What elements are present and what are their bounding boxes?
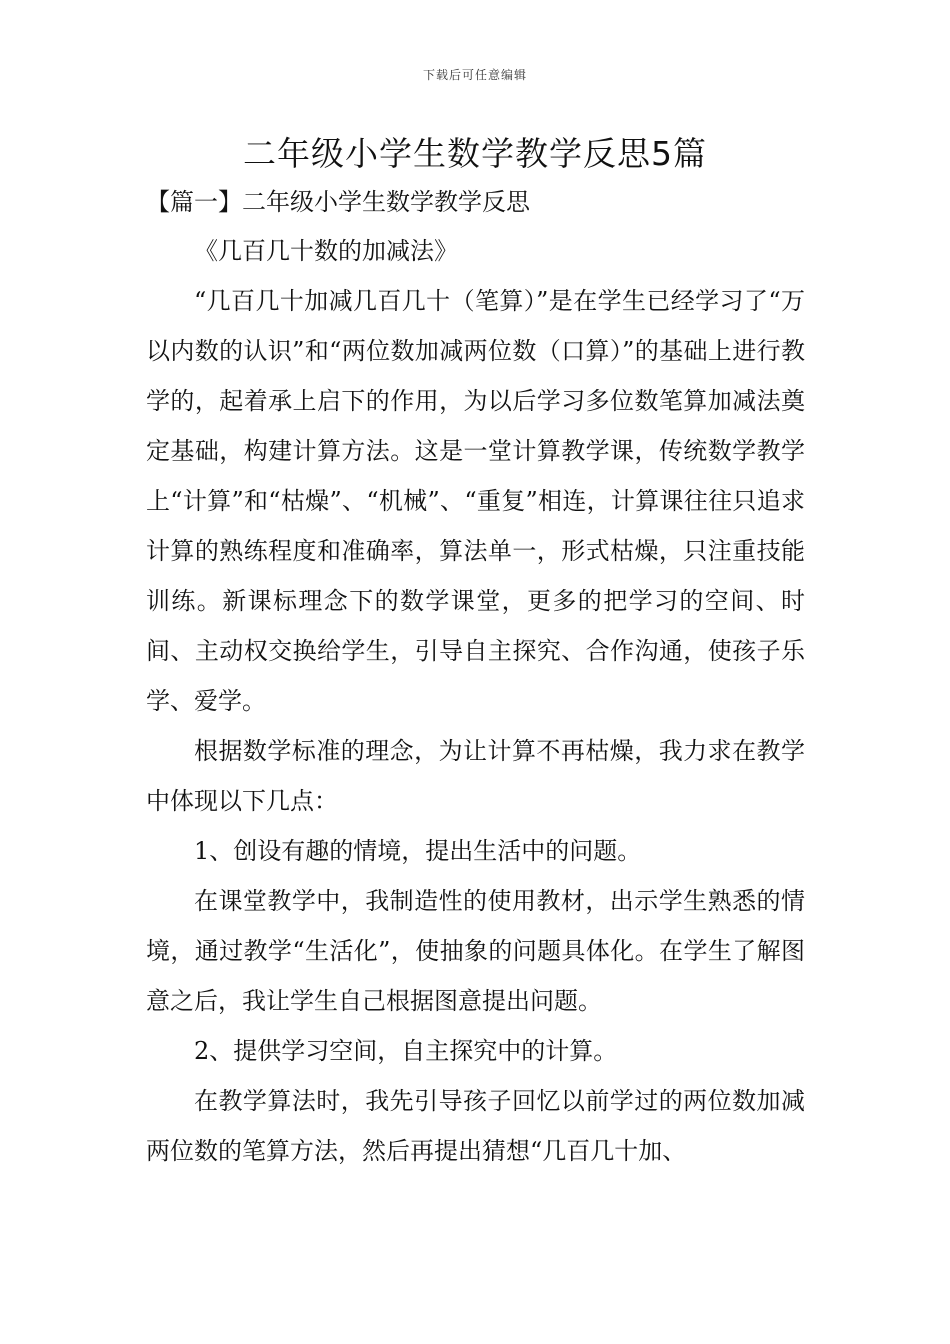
body-paragraph: 在课堂教学中，我制造性的使用教材，出示学生熟悉的情境，通过教学“生活化”，使抽象的问题具体化。在学生了解图意之后，我让学生自己根据图意提出问题。 [146, 887, 805, 1015]
numbered-point: 1、创设有趣的情境，提出生活中的问题。 [194, 837, 642, 865]
document-title: 二年级小学生数学教学反思5篇 [243, 134, 707, 173]
lesson-title-paragraph: 《几百几十数的加减法》 [194, 237, 458, 265]
header-note: 下载后可任意编辑 [422, 68, 527, 82]
section-heading: 【篇一】二年级小学生数学教学反思 [146, 188, 530, 216]
body-text [146, 226, 805, 1176]
body-paragraph: 根据数学标准的理念，为让计算不再枯燥，我力求在教学中体现以下几点： [146, 737, 805, 815]
body-paragraph: “几百几十加减几百几十（笔算）”是在学生已经学习了“万以内数的认识”和“两位数加减两位数（口算）”的基础上进行教学的，起着承上启下的作用，为以后学习多位数笔算加减法奠定基础，构建计算方法。这是一堂计算教学课，传统数学教学上“计算”和“枯燥”、“机械”、“重复”相连，计算课往往只追求计算的熟练程度和准确率，算法单一，形式枯燥，只注重技能训练。新课标理念下的数学课堂，更多的把学习的空间、时间、主动权交换给学生，引导自主探究、合作沟通，使孩子乐学、爱学。 [146, 287, 805, 715]
body-paragraph: 在教学算法时，我先引导孩子回忆以前学过的两位数加减两位数的笔算方法，然后再提出猜想“几百几十加、 [146, 1087, 805, 1165]
numbered-point: 2、提供学习空间，自主探究中的计算。 [194, 1037, 618, 1065]
